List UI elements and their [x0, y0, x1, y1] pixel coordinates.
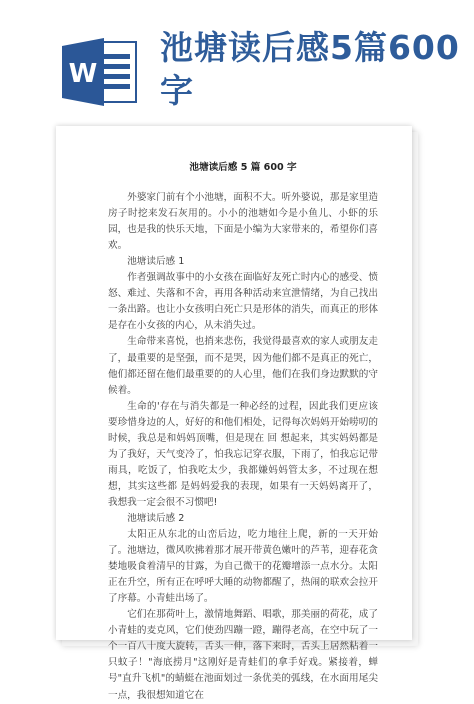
document-title: 池塘读后感 5 篇 600 字	[189, 162, 297, 173]
document-body	[108, 160, 378, 704]
paragraph-2: 生命带来喜悦，也捎来悲伤，我觉得最喜欢的家人或朋友走了，最重要的是坚强，而不是哭，因为他们都不是真正的死亡，他们都还留在他们最重要的的人心里，他们在我们身边默默的守候着。	[108, 336, 378, 396]
paragraph-4: 太阳正从东北的山峦后边，吃力地往上爬，新的一天开始了。池塘边，微风吹拂着那才展开带黄色嫩叶的芦苇，迎春花贪婪地吸食着清早的甘露，为自己微干的花瓣增添一点水分。太阳正在升空，所有正在呼呼大睡的动物都醒了，热闹的联欢会拉开了序幕。小青蛙出场了。	[108, 529, 378, 605]
paragraph-intro: 外婆家门前有个小池塘，面积不大。听外婆说，那是家里造房子时挖来发石灰用的。小小的池塘如今是小鱼儿、小虾的乐园，也是我的快乐天地，下面是小编为大家带来的，希望你们喜欢。	[108, 192, 378, 252]
document-page	[56, 126, 412, 701]
paragraph-1: 作者强调故事中的小女孩在面临好友死亡时内心的感受、愤怒、难过、失落和不舍，再用各种活动来宣泄情绪，为自己找出一条出路。也让小女孩明白死亡只是形体的消失，而真正的形体是存在小女孩的内心，从未消失过。	[108, 272, 378, 332]
header-banner	[0, 0, 474, 120]
section-heading-2: 池塘读后感 2	[127, 512, 185, 524]
document-preview	[56, 126, 418, 701]
paragraph-5: 它们在那荷叶上，激情地舞蹈、唱歌，那美丽的荷花，成了小青蛙的麦克风，它们使劲四蹦一蹬，蹦得老高，在空中玩了一个一百八十度大旋转，舌头一伸，落下来时，舌头上居然粘着一只蚊子！"海底捞月"这刚好是青蛙们的拿手好戏。紧接着，蝉号"直升飞机"的蜻蜓在池面划过一条优美的弧线，在水面用尾尖一点，我很想知道它在	[108, 609, 378, 701]
word-document-icon	[62, 38, 140, 106]
svg-text:W: W	[68, 59, 98, 89]
section-heading-1: 池塘读后感 1	[127, 256, 185, 268]
page-title: 池塘读后感5篇600字	[160, 28, 460, 110]
paragraph-3: 生命的'存在与消失都是一种必经的过程，因此我们更应该要珍惜身边的人，好好的和他们相处，记得每次妈妈开始唠叨的时候，我总是和妈妈顶嘴，但是现在 回 想起来，其实妈妈都是为了我好，天气变冷了，怕我忘记穿衣服，下雨了，怕我忘记带雨具，吃饭了，怕我吃太少，我都嫌妈妈管太多，不过现在想想，其实这些都 是妈妈爱我的表现，如果有一天妈妈离开了，我想我一定会很不习惯吧!	[108, 400, 378, 508]
